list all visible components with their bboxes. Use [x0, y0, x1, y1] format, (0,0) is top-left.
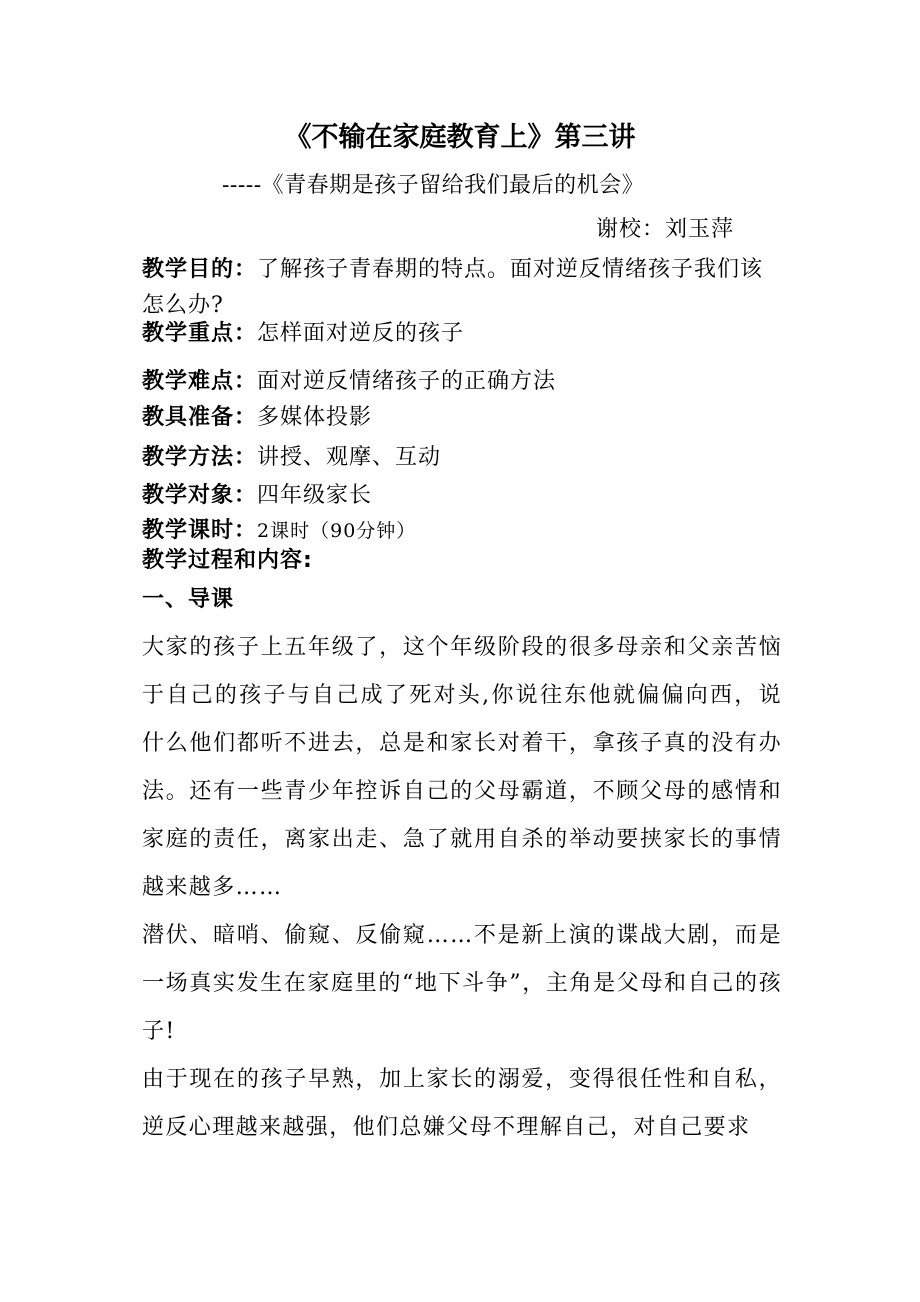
meta-focus — [142, 316, 782, 352]
intro-heading: 一、导课 — [142, 587, 235, 612]
focus-label: 教学重点： — [142, 321, 258, 346]
tools-value: 多媒体投影 — [257, 405, 373, 430]
paragraph-precocious-children: 由于现在的孩子早熟，加上家长的溺爱，变得很任性和自私，逆反心理越来越强，他们总嫌父母不理解自己，对自己要求 — [142, 1067, 782, 1140]
meta-audience — [142, 478, 782, 514]
document-subtitle: -----《青春期是孩子留给我们最后的机会》 — [222, 173, 645, 198]
meta-method — [142, 440, 782, 476]
meta-difficulty — [142, 364, 782, 400]
paragraph-underground-struggle: 潜伏、暗哨、偷窥、反偷窥……不是新上演的谍战大剧，而是一场真实发生在家庭里的“地下斗争”，主角是父母和自己的孩子! — [142, 923, 782, 1044]
difficulty-value: 面对逆反情绪孩子的正确方法 — [257, 369, 557, 394]
duration-value: 2课时（90分钟） — [257, 520, 417, 542]
document-title: 《不输在家庭教育上》第三讲 — [284, 122, 636, 153]
audience-label: 教学对象： — [142, 483, 258, 508]
author-line: 谢校：刘玉萍 — [596, 217, 735, 242]
objective-label: 教学目的： — [142, 257, 258, 282]
method-value: 讲授、观摩、互动 — [257, 445, 442, 470]
audience-value: 四年级家长 — [257, 483, 373, 508]
paragraph-intro: 大家的孩子上五年级了，这个年级阶段的很多母亲和父亲苦恼于自己的孩子与自己成了死对头,你说往东他就偏偏向西，说什么他们都听不进去，总是和家长对着干，拿孩子真的没有办法。还有一些青少年控诉自己的父母霸道，不顾父母的感情和家庭的责任，离家出走、急了就用自杀的举动要挟家长的事情越来越多…… — [142, 635, 782, 900]
process-heading: 教学过程和内容: — [142, 548, 313, 573]
meta-tools — [142, 400, 782, 436]
method-label: 教学方法： — [142, 445, 258, 470]
meta-objective — [142, 252, 782, 324]
focus-value: 怎样面对逆反的孩子 — [257, 321, 465, 346]
tools-label: 教具准备： — [142, 405, 258, 430]
duration-label: 教学课时： — [142, 518, 258, 543]
objective-value: 了解孩子青春期的特点。面对逆反情绪孩子我们该怎么办? — [142, 257, 764, 318]
difficulty-label: 教学难点： — [142, 369, 258, 394]
